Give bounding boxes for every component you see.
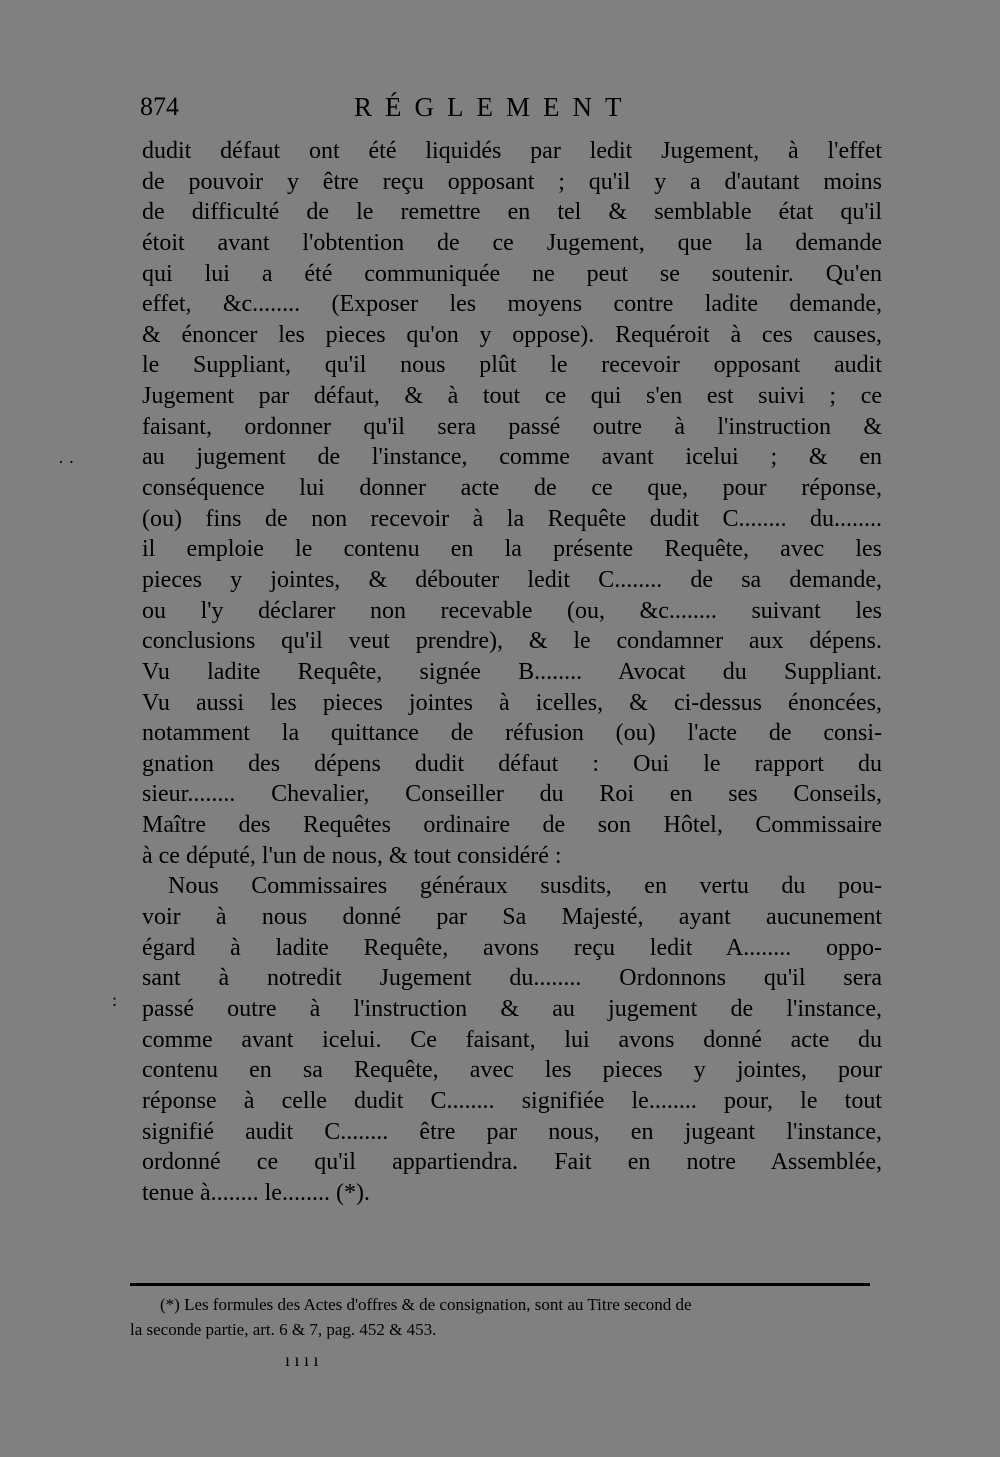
text-line: tenue à........ le........ (*). <box>142 1179 370 1206</box>
footnote-rule <box>130 1283 870 1286</box>
text-line: conséquence lui donner acte de ce que, pour réponse, <box>142 475 882 502</box>
text-line: Jugement par défaut, & à tout ce qui s'en est suivi ; ce <box>142 383 882 410</box>
text-line: ou l'y déclarer non recevable (ou, &c........ suivant les <box>142 597 882 624</box>
text-line: de difficulté de le remettre en tel & semblable état qu'il <box>142 199 882 226</box>
text-line: notamment la quittance de réfusion (ou) l'acte de consi- <box>142 720 882 747</box>
text-line: étoit avant l'obtention de ce Jugement, que la demande <box>142 229 882 256</box>
ink-speck: : <box>112 990 118 1010</box>
text-line: réponse à celle dudit C........ signifiée le........ pour, le tout <box>142 1087 882 1114</box>
text-line: à ce député, l'un de nous, & tout considéré : <box>142 842 562 869</box>
text-line: au jugement de l'instance, comme avant icelui ; & en <box>142 444 882 471</box>
text-line: passé outre à l'instruction & au jugement de l'instance, <box>142 995 882 1022</box>
text-line: signifié audit C........ être par nous, en jugeant l'instance, <box>142 1118 882 1145</box>
page-number: 874 <box>140 92 179 121</box>
running-head: RÉGLEMENT <box>354 92 635 122</box>
ink-speck: · · <box>58 452 75 472</box>
text-line: Vu aussi les pieces jointes à icelles, & ci-dessus énoncées, <box>142 689 882 716</box>
text-line: égard à ladite Requête, avons reçu ledit A........ oppo- <box>142 934 882 961</box>
footnote-line: la seconde partie, art. 6 & 7, pag. 452 & 453. <box>130 1320 437 1339</box>
text-line: qui lui a été communiquée ne peut se soutenir. Qu'en <box>142 260 882 287</box>
footnote-line: (*) Les formules des Actes d'offres & de consignation, sont au Titre second de <box>160 1295 692 1314</box>
text-line: contenu en sa Requête, avec les pieces y jointes, pour <box>142 1057 882 1084</box>
text-line: sant à notredit Jugement du........ Ordonnons qu'il sera <box>142 965 882 992</box>
text-line: pieces y jointes, & débouter ledit C........ de sa demande, <box>142 566 882 593</box>
text-line: le Suppliant, qu'il nous plût le recevoir opposant audit <box>142 352 882 379</box>
text-line: effet, &c........ (Exposer les moyens contre ladite demande, <box>142 291 882 318</box>
page-header <box>140 92 880 132</box>
text-line: (ou) fins de non recevoir à la Requête dudit C........ du........ <box>142 505 882 532</box>
text-line: ordonné ce qu'il appartiendra. Fait en notre Assemblée, <box>142 1149 882 1176</box>
text-line: voir à nous donné par Sa Majesté, ayant aucunement <box>142 904 882 931</box>
text-line: Maître des Requêtes ordinaire de son Hôtel, Commissaire <box>142 812 882 839</box>
body-text <box>142 136 882 1208</box>
footnote <box>130 1292 870 1342</box>
text-line: de pouvoir y être reçu opposant ; qu'il y a d'autant moins <box>142 168 882 195</box>
text-line: faisant, ordonner qu'il sera passé outre à l'instruction & <box>142 413 882 440</box>
text-line: gnation des dépens dudit défaut : Oui le rapport du <box>142 750 882 777</box>
text-line: sieur........ Chevalier, Conseiller du Roi en ses Conseils, <box>142 781 882 808</box>
text-line: & énoncer les pieces qu'on y oppose). Requéroit à ces causes, <box>142 321 882 348</box>
text-line: il emploie le contenu en la présente Requête, avec les <box>142 536 882 563</box>
text-line: Nous Commissaires généraux susdits, en vertu du pou- <box>168 873 882 900</box>
ink-speck: ı ı ı ı <box>285 1350 319 1370</box>
text-line: Vu ladite Requête, signée B........ Avocat du Suppliant. <box>142 658 882 685</box>
text-line: conclusions qu'il veut prendre), & le condamner aux dépens. <box>142 628 882 655</box>
text-line: comme avant icelui. Ce faisant, lui avons donné acte du <box>142 1026 882 1053</box>
text-line: dudit défaut ont été liquidés par ledit Jugement, à l'effet <box>142 138 882 164</box>
